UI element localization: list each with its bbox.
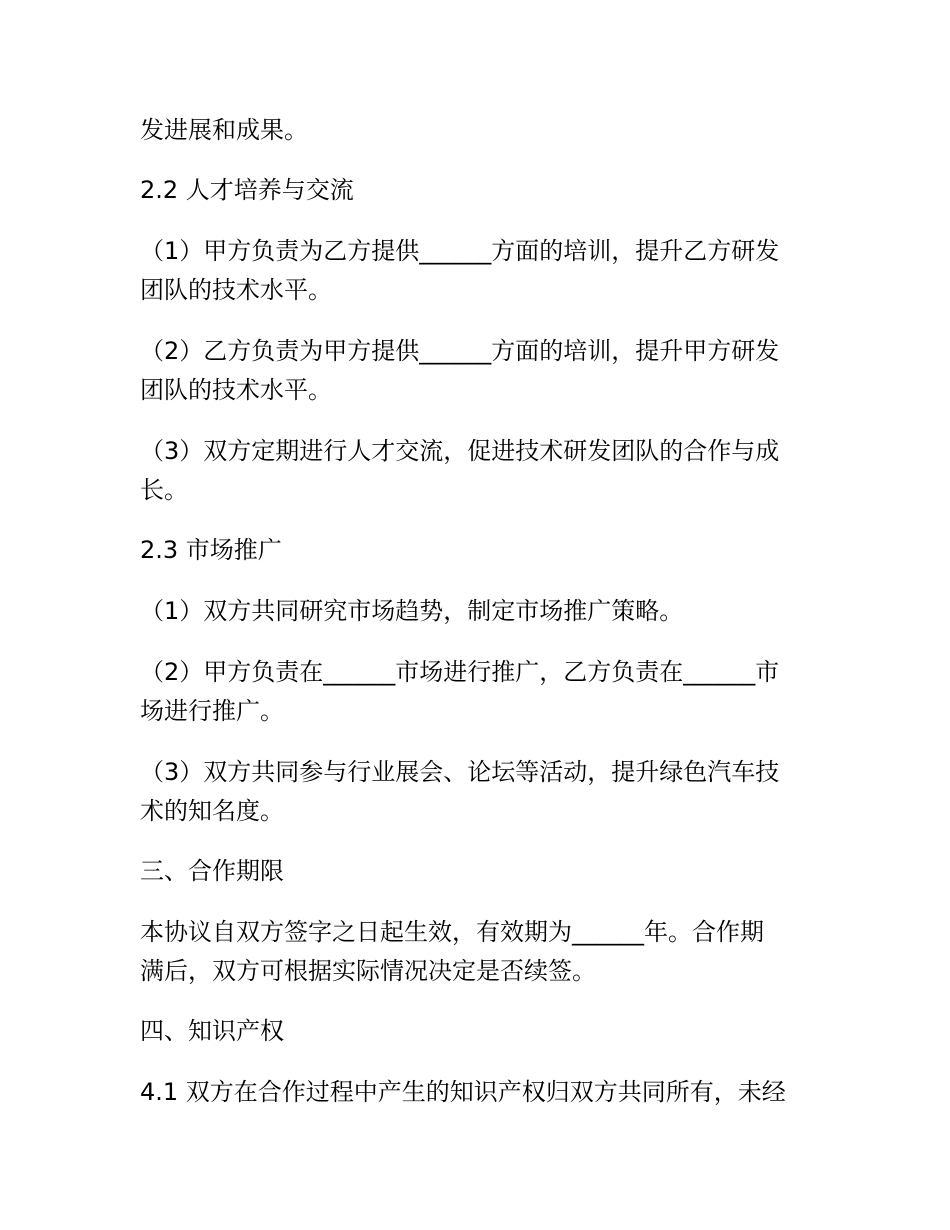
text-line: 长。 bbox=[140, 476, 188, 504]
text-line: 术的知名度。 bbox=[140, 797, 284, 825]
text-line: （3）双方共同参与行业展会、论坛等活动，提升绿色汽车技 bbox=[140, 758, 780, 786]
text-line: （2）甲方负责在______市场进行推广，乙方负责在______市 bbox=[140, 658, 780, 686]
section-heading: 2.2 人才培养与交流 bbox=[140, 176, 354, 204]
text-line: （3）双方定期进行人才交流，促进技术研发团队的合作与成 bbox=[140, 437, 780, 465]
text-line: 发进展和成果。 bbox=[140, 116, 308, 144]
text-line: 4.1 双方在合作过程中产生的知识产权归双方共同所有，未经 bbox=[140, 1078, 786, 1106]
text-line: 场进行推广。 bbox=[140, 697, 284, 725]
text-line: （1）双方共同研究市场趋势，制定市场推广策略。 bbox=[140, 597, 684, 625]
text-line: 本协议自双方签字之日起生效，有效期为______年。合作期 bbox=[140, 918, 764, 946]
section-heading: 三、合作期限 bbox=[140, 857, 284, 885]
text-line: （2）乙方负责为甲方提供______方面的培训，提升甲方研发 bbox=[140, 337, 780, 365]
text-line: 团队的技术水平。 bbox=[140, 376, 332, 404]
text-line: 团队的技术水平。 bbox=[140, 276, 332, 304]
section-heading: 四、知识产权 bbox=[140, 1017, 284, 1045]
section-heading: 2.3 市场推广 bbox=[140, 536, 282, 564]
text-line: （1）甲方负责为乙方提供______方面的培训，提升乙方研发 bbox=[140, 237, 780, 265]
text-line: 满后，双方可根据实际情况决定是否续签。 bbox=[140, 957, 596, 985]
